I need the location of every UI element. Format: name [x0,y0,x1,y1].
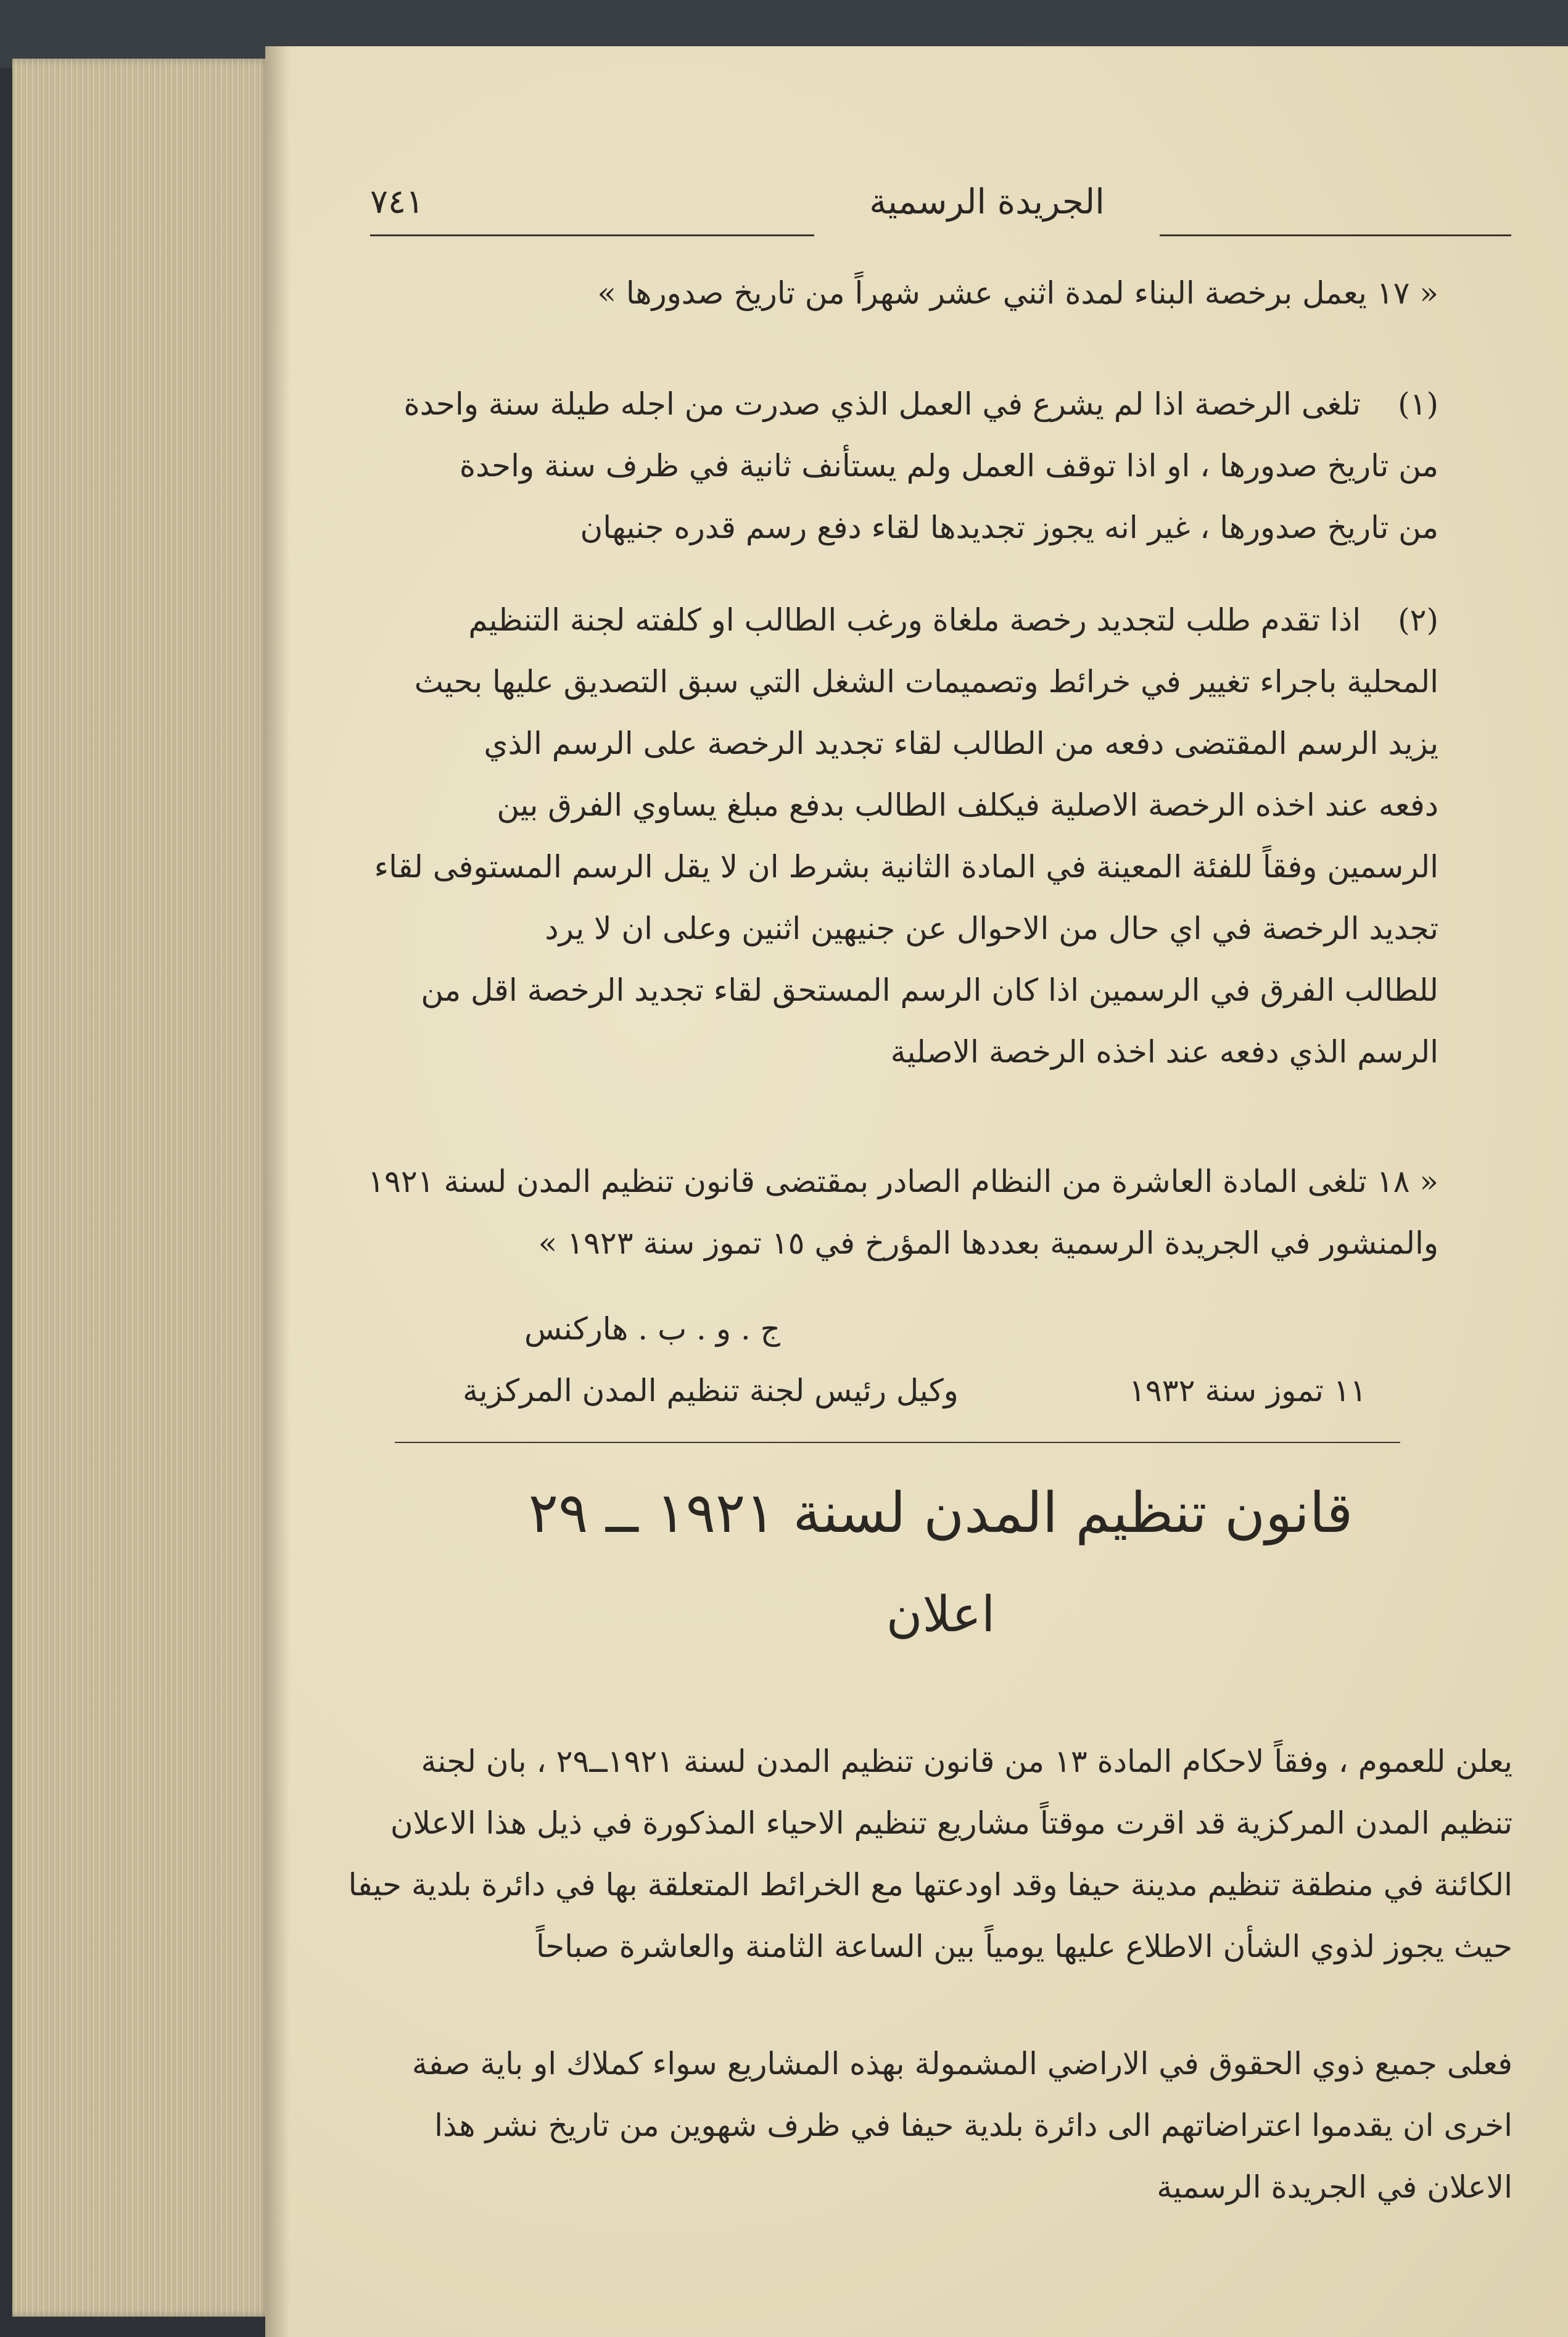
item-2-line-1-text: اذا تقدم طلب لتجديد رخصة ملغاة ورغب الطالب او كلفته لجنة التنظيم [468,602,1361,638]
item-1 [403,373,1438,558]
item-2-line-7: للطالب الفرق في الرسمين اذا كان الرسم المستحق لقاء تجديد الرخصة اقل من [421,972,1438,1008]
item-2-line-8: الرسم الذي دفعه عند اخذه الرخصة الاصلية [890,1034,1438,1070]
notice-p2-line-1: فعلى جميع ذوي الحقوق في الاراضي المشمولة بهذه المشاريع سواء كملاك او باية صفة [411,2046,1512,2082]
notice-paragraph-1 [348,1731,1512,1977]
signatory-name: ج . و . ب . هاركنس [524,1311,780,1347]
running-title: الجريدة الرسمية [869,182,1105,222]
signature-date: ١١ تموز سنة ١٩٣٢ [1129,1373,1367,1408]
notice-p2-line-2: اخرى ان يقدموا اعتراضاتهم الى دائرة بلدية حيفا في ظرف شهوين من تاريخ نشر هذا [434,2107,1512,2143]
notice-p1-line-3: الكائنة في منطقة تنظيم مدينة حيفا وقد اودعتها مع الخرائط المتعلقة بها في دائرة بلدية حيفا [348,1867,1512,1903]
item-2-line-3: يزيد الرسم المقتضى دفعه من الطالب لقاء تجديد الرخصة على الرسم الذي [484,726,1438,761]
signatory-title: وكيل رئيس لجنة تنظيم المدن المركزية [463,1373,959,1408]
notice-p1-line-4: حيث يجوز لذوي الشأن الاطلاع عليها يومياً بين الساعة الثامنة والعاشرة صباحاً [535,1929,1512,1964]
clause-18-line-1: « ١٨ تلغى المادة العاشرة من النظام الصادر بمقتضى قانون تنظيم المدن لسنة ١٩٢١ [368,1164,1438,1199]
item-1-line-1 [403,373,1438,435]
header-rule-right [1160,234,1511,236]
item-2 [374,589,1438,1083]
clause-17-text: « ١٧ يعمل برخصة البناء لمدة اثني عشر شهراً من تاريخ صدورها » [597,275,1438,311]
clause-18 [368,1151,1438,1274]
item-2-line-2: المحلية باجراء تغيير في خرائط وتصميمات الشغل التي سبق التصديق عليها بحيث [414,664,1438,700]
page-header [370,126,1511,250]
notice-p2-line-3: الاعلان في الجريدة الرسمية [1157,2169,1512,2205]
item-1-line-3: من تاريخ صدورها ، غير انه يجوز تجديدها لقاء دفع رسم قدره جنيهان [580,510,1438,545]
clause-17 [476,262,1438,324]
clause-18-line-2: والمنشور في الجريدة الرسمية بعددها المؤرخ في ١٥ تموز سنة ١٩٢٣ » [538,1225,1438,1261]
page-gutter-shadow [265,46,290,2337]
header-rule-left [370,234,814,236]
notice-p1-line-2: تنظيم المدن المركزية قد اقرت موقتاً مشاريع تنظيم الاحياء المذكورة في ذيل هذا الاعلان [390,1805,1512,1841]
item-2-line-4: دفعه عند اخذه الرخصة الاصلية فيكلف الطالب بدفع مبلغ يساوي الفرق بين [497,787,1438,823]
book-page-edges [12,59,271,2317]
document-page [265,46,1568,2337]
notice-title: قانون تنظيم المدن لسنة ١٩٢١ ــ ٢٩ [528,1481,1353,1545]
item-1-line-2: من تاريخ صدورها ، او اذا توقف العمل ولم يستأنف ثانية في ظرف سنة واحدة [459,448,1438,484]
page-number: ٧٤١ [370,182,424,221]
notice-paragraph-2 [411,2033,1512,2218]
notice-p1-line-1: يعلن للعموم ، وفقاً لاحكام المادة ١٣ من قانون تنظيم المدن لسنة ١٩٢١ــ٢٩ ، بان لجنة [421,1743,1512,1779]
item-2-line-5: الرسمين وفقاً للفئة المعينة في المادة الثانية بشرط ان لا يقل الرسم المستوفى لقاء [374,849,1438,885]
notice-subtitle: اعلان [886,1586,996,1643]
section-divider [395,1442,1400,1443]
item-1-number: (١) [1398,386,1438,422]
item-2-line-6: تجديد الرخصة في اي حال من الاحوال عن جنيهين اثنين وعلى ان لا يرد [545,911,1438,946]
item-2-line-1 [468,589,1438,651]
item-2-number: (٢) [1398,602,1438,638]
item-1-line-1-text: تلغى الرخصة اذا لم يشرع في العمل الذي صدرت من اجله طيلة سنة واحدة [403,386,1361,422]
